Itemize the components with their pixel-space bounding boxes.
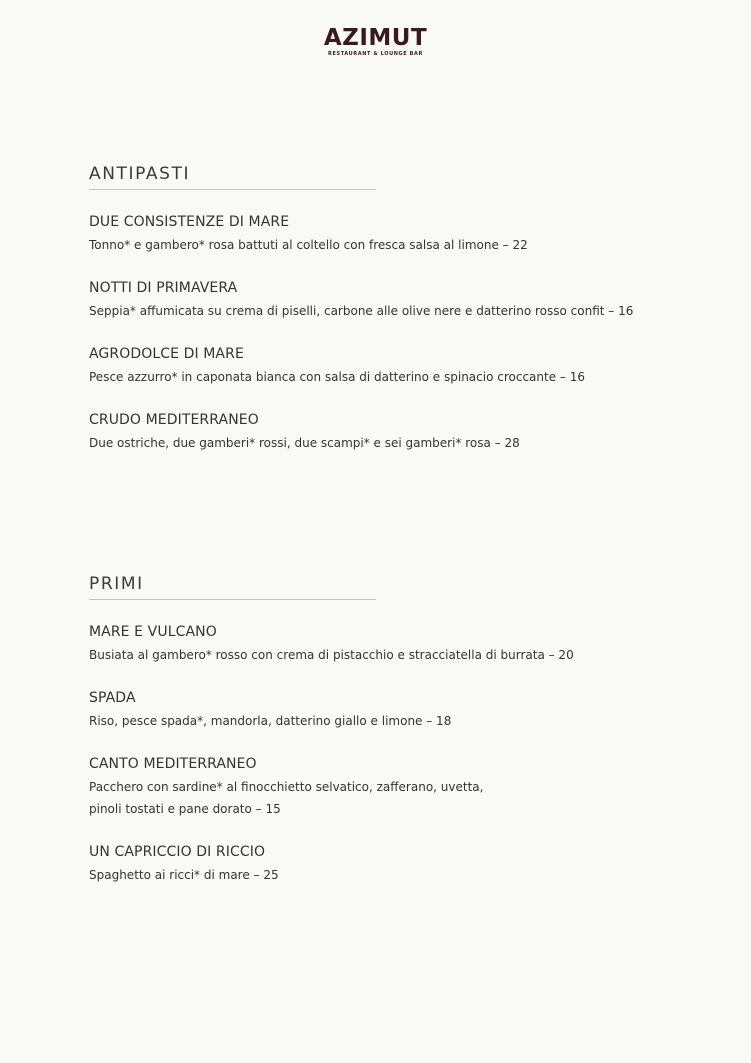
menu-item-name: CRUDO MEDITERRANEO	[89, 412, 259, 428]
menu-item-description: Tonno* e gambero* rosa battuti al coltello con fresca salsa al limone – 22	[89, 238, 528, 252]
menu-item	[89, 411, 709, 454]
menu-item	[89, 623, 709, 666]
menu-item-name: AGRODOLCE DI MARE	[89, 346, 244, 362]
menu-item	[89, 279, 709, 322]
menu-item-list	[89, 213, 709, 454]
section-divider	[89, 189, 376, 190]
menu-item-name: NOTTI DI PRIMAVERA	[89, 280, 238, 296]
menu-item-description: Pacchero con sardine* al finocchietto selvatico, zafferano, uvetta, pinoli tostati e pane dorato – 15	[89, 780, 484, 816]
menu-item-name: UN CAPRICCIO DI RICCIO	[89, 844, 266, 860]
menu-item-description: Spaghetto ai ricci* di mare – 25	[89, 868, 279, 882]
menu-item-description: Seppia* affumicata su crema di piselli, carbone alle olive nere e datterino rosso confit – 16	[89, 304, 634, 318]
logo-wordmark: AZIMUT	[323, 25, 428, 51]
menu-item-description: Busiata al gambero* rosso con crema di pistacchio e stracciatella di burrata – 20	[89, 648, 574, 662]
logo-tagline: RESTAURANT & LOUNGE BAR	[328, 51, 423, 57]
section-divider	[89, 599, 376, 600]
menu-item-name: CANTO MEDITERRANEO	[89, 756, 257, 772]
menu-item-name: MARE E VULCANO	[89, 624, 217, 640]
menu-item	[89, 213, 709, 256]
menu-item-description: Due ostriche, due gamberi* rossi, due scampi* e sei gamberi* rosa – 28	[89, 436, 520, 450]
menu-section-primi	[89, 573, 709, 909]
menu-item	[89, 689, 709, 732]
menu-item-description: Pesce azzurro* in caponata bianca con salsa di datterino e spinacio croccante – 16	[89, 370, 585, 384]
menu-item-name: DUE CONSISTENZE DI MARE	[89, 214, 290, 230]
menu-item-name: SPADA	[89, 690, 136, 706]
restaurant-logo	[0, 26, 751, 58]
menu-item-list	[89, 623, 709, 886]
menu-section-antipasti	[89, 163, 709, 477]
menu-item-description: Riso, pesce spada*, mandorla, datterino giallo e limone – 18	[89, 714, 452, 728]
section-title: PRIMI	[89, 574, 144, 594]
menu-item	[89, 755, 709, 820]
menu-item	[89, 843, 709, 886]
section-title: ANTIPASTI	[89, 164, 191, 184]
menu-item	[89, 345, 709, 388]
